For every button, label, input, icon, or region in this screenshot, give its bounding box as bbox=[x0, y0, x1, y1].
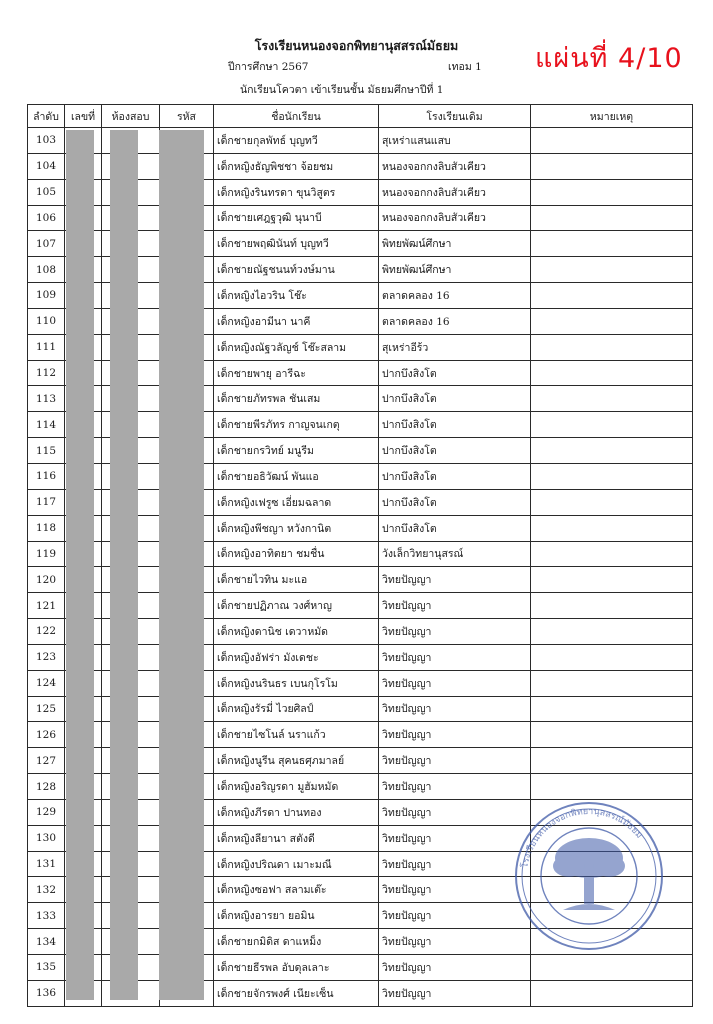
cell-order: 118 bbox=[28, 515, 65, 541]
cell-student-name: เด็กหญิงปริณดา เมาะมณี bbox=[214, 851, 379, 877]
cell-student-name: เด็กหญิงอามีนา นาคี bbox=[214, 308, 379, 334]
cell-remarks bbox=[531, 955, 693, 981]
col-header-exam-room: ห้องสอบ bbox=[102, 105, 160, 128]
cell-previous-school: วิทยปัญญา bbox=[379, 774, 531, 800]
cell-previous-school: ปากบึงสิงโต bbox=[379, 412, 531, 438]
col-header-remarks: หมายเหตุ bbox=[531, 105, 693, 128]
cell-order: 117 bbox=[28, 489, 65, 515]
cell-student-name: เด็กหญิงอารยา ยอมิน bbox=[214, 903, 379, 929]
cell-order: 123 bbox=[28, 644, 65, 670]
cell-student-name: เด็กหญิงนูรีน สุคนธศุภมาลย์ bbox=[214, 748, 379, 774]
cell-order: 121 bbox=[28, 593, 65, 619]
cell-order: 136 bbox=[28, 980, 65, 1006]
cell-remarks bbox=[531, 412, 693, 438]
cell-remarks bbox=[531, 128, 693, 154]
cell-order: 111 bbox=[28, 334, 65, 360]
cell-previous-school: วิทยปัญญา bbox=[379, 722, 531, 748]
cell-remarks bbox=[531, 179, 693, 205]
col-header-code: รหัส bbox=[160, 105, 214, 128]
table-header-row bbox=[28, 105, 693, 128]
cell-remarks bbox=[531, 205, 693, 231]
cell-previous-school: วิทยปัญญา bbox=[379, 593, 531, 619]
cell-remarks bbox=[531, 153, 693, 179]
cell-previous-school: หนองจอกกงลิบสัวเคียว bbox=[379, 153, 531, 179]
redaction-bar-exam-room bbox=[110, 130, 138, 1000]
cell-previous-school: ปากบึงสิงโต bbox=[379, 438, 531, 464]
term: เทอม 1 bbox=[448, 61, 482, 73]
cell-student-name: เด็กชายไวทิน มะแอ bbox=[214, 567, 379, 593]
cell-student-name: เด็กหญิงพีชญา หวังกานิต bbox=[214, 515, 379, 541]
cell-student-name: เด็กชายเศฎฐวุฒิ นุนาบี bbox=[214, 205, 379, 231]
cell-student-name: เด็กชายไซโนล์ นราแก้ว bbox=[214, 722, 379, 748]
cell-remarks bbox=[531, 748, 693, 774]
cell-remarks bbox=[531, 438, 693, 464]
cell-previous-school: ปากบึงสิงโต bbox=[379, 360, 531, 386]
list-subtitle: นักเรียนโควตา เข้าเรียนชั้น มัธยมศึกษาปีที่ 1 bbox=[240, 84, 444, 96]
cell-student-name: เด็กหญิงเฟรูซ เอี่ยมฉลาด bbox=[214, 489, 379, 515]
cell-remarks bbox=[531, 567, 693, 593]
cell-student-name: เด็กหญิงไอวริน โช๊ะ bbox=[214, 283, 379, 309]
cell-order: 108 bbox=[28, 257, 65, 283]
cell-previous-school: วิทยปัญญา bbox=[379, 748, 531, 774]
cell-order: 134 bbox=[28, 929, 65, 955]
cell-remarks bbox=[531, 463, 693, 489]
cell-order: 114 bbox=[28, 412, 65, 438]
cell-remarks bbox=[531, 774, 693, 800]
stamp-text: โรงเรียนหนองจอกพิทยานุสสรณ์มัธยม bbox=[520, 806, 644, 869]
col-header-student-name: ชื่อนักเรียน bbox=[214, 105, 379, 128]
redaction-bar-number bbox=[66, 130, 94, 1000]
cell-remarks bbox=[531, 360, 693, 386]
cell-order: 105 bbox=[28, 179, 65, 205]
cell-order: 127 bbox=[28, 748, 65, 774]
cell-previous-school: หนองจอกกงลิบสัวเคียว bbox=[379, 205, 531, 231]
cell-remarks bbox=[531, 334, 693, 360]
cell-previous-school: สุเหร่าแสนแสบ bbox=[379, 128, 531, 154]
cell-order: 116 bbox=[28, 463, 65, 489]
cell-previous-school: วิทยปัญญา bbox=[379, 619, 531, 645]
cell-remarks bbox=[531, 619, 693, 645]
cell-order: 129 bbox=[28, 799, 65, 825]
cell-previous-school: วิทยปัญญา bbox=[379, 929, 531, 955]
cell-student-name: เด็กหญิงธัญพิชชา จ้อยชม bbox=[214, 153, 379, 179]
cell-previous-school: สุเหร่าอีร้ว bbox=[379, 334, 531, 360]
cell-order: 131 bbox=[28, 851, 65, 877]
cell-student-name: เด็กหญิงดานิช เดวาหมัด bbox=[214, 619, 379, 645]
school-seal-stamp bbox=[513, 800, 665, 952]
cell-previous-school: ตลาดคลอง 16 bbox=[379, 308, 531, 334]
cell-order: 110 bbox=[28, 308, 65, 334]
cell-previous-school: วังเล็กวิทยานุสรณ์ bbox=[379, 541, 531, 567]
cell-remarks bbox=[531, 696, 693, 722]
cell-remarks bbox=[531, 283, 693, 309]
cell-student-name: เด็กหญิงอัฟร่า มังเดชะ bbox=[214, 644, 379, 670]
cell-previous-school: หนองจอกกงลิบสัวเคียว bbox=[379, 179, 531, 205]
cell-order: 133 bbox=[28, 903, 65, 929]
cell-order: 122 bbox=[28, 619, 65, 645]
col-header-order: ลำดับ bbox=[28, 105, 65, 128]
cell-previous-school: ปากบึงสิงโต bbox=[379, 386, 531, 412]
cell-student-name: เด็กชายธีรพล อับดุลเลาะ bbox=[214, 955, 379, 981]
cell-student-name: เด็กหญิงซอฟา สลามเต๊ะ bbox=[214, 877, 379, 903]
redaction-bar-code bbox=[159, 130, 204, 1000]
school-title: โรงเรียนหนองจอกพิทยานุสสรณ์มัธยม bbox=[254, 38, 459, 53]
cell-order: 126 bbox=[28, 722, 65, 748]
cell-previous-school: วิทยปัญญา bbox=[379, 877, 531, 903]
cell-order: 128 bbox=[28, 774, 65, 800]
academic-year: ปีการศึกษา 2567 bbox=[228, 61, 309, 73]
cell-order: 113 bbox=[28, 386, 65, 412]
cell-previous-school: วิทยปัญญา bbox=[379, 670, 531, 696]
cell-remarks bbox=[531, 980, 693, 1006]
cell-remarks bbox=[531, 386, 693, 412]
cell-student-name: เด็กหญิงรัรมี่ ไวยศิลป์ bbox=[214, 696, 379, 722]
cell-remarks bbox=[531, 489, 693, 515]
cell-student-name: เด็กชายพฤฒินันท์ บุญทวี bbox=[214, 231, 379, 257]
cell-order: 120 bbox=[28, 567, 65, 593]
cell-student-name: เด็กหญิงรินทรดา ขุนวิสูตร bbox=[214, 179, 379, 205]
cell-order: 107 bbox=[28, 231, 65, 257]
cell-previous-school: วิทยปัญญา bbox=[379, 955, 531, 981]
cell-previous-school: วิทยปัญญา bbox=[379, 851, 531, 877]
cell-order: 109 bbox=[28, 283, 65, 309]
cell-student-name: เด็กชายกุลพัทธ์ บุญทวี bbox=[214, 128, 379, 154]
cell-order: 115 bbox=[28, 438, 65, 464]
cell-previous-school: พิทยพัฒน์ศึกษา bbox=[379, 231, 531, 257]
cell-order: 106 bbox=[28, 205, 65, 231]
col-header-number: เลขที่ bbox=[65, 105, 102, 128]
cell-order: 130 bbox=[28, 825, 65, 851]
cell-previous-school: วิทยปัญญา bbox=[379, 825, 531, 851]
cell-order: 104 bbox=[28, 153, 65, 179]
cell-student-name: เด็กหญิงณัฐวลัญช์ โช๊ะสลาม bbox=[214, 334, 379, 360]
cell-remarks bbox=[531, 541, 693, 567]
cell-previous-school: พิทยพัฒน์ศึกษา bbox=[379, 257, 531, 283]
cell-order: 112 bbox=[28, 360, 65, 386]
cell-remarks bbox=[531, 231, 693, 257]
cell-student-name: เด็กหญิงภีรดา ปานทอง bbox=[214, 799, 379, 825]
cell-student-name: เด็กชายกมิดิส ดาแหม็ง bbox=[214, 929, 379, 955]
cell-student-name: เด็กหญิงนรินธร เบนกุโรโม bbox=[214, 670, 379, 696]
cell-student-name: เด็กชายพีรภัทร กาญจนเกตุ bbox=[214, 412, 379, 438]
cell-remarks bbox=[531, 670, 693, 696]
cell-remarks bbox=[531, 257, 693, 283]
cell-student-name: เด็กชายปฏิภาณ วงศ์หาญ bbox=[214, 593, 379, 619]
sheet-number: แผ่นที่ 4/10 bbox=[535, 43, 683, 74]
cell-order: 103 bbox=[28, 128, 65, 154]
col-header-previous-school: โรงเรียนเดิม bbox=[379, 105, 531, 128]
cell-previous-school: ปากบึงสิงโต bbox=[379, 515, 531, 541]
cell-remarks bbox=[531, 593, 693, 619]
cell-previous-school: วิทยปัญญา bbox=[379, 799, 531, 825]
cell-order: 124 bbox=[28, 670, 65, 696]
cell-order: 132 bbox=[28, 877, 65, 903]
cell-previous-school: วิทยปัญญา bbox=[379, 644, 531, 670]
cell-previous-school: ปากบึงสิงโต bbox=[379, 463, 531, 489]
cell-student-name: เด็กชายพายุ อารีฉะ bbox=[214, 360, 379, 386]
cell-order: 119 bbox=[28, 541, 65, 567]
cell-remarks bbox=[531, 722, 693, 748]
cell-student-name: เด็กหญิงลียานา สตังดี bbox=[214, 825, 379, 851]
cell-student-name: เด็กชายจักรพงศ์ เนียะเซ็น bbox=[214, 980, 379, 1006]
cell-previous-school: ปากบึงสิงโต bbox=[379, 489, 531, 515]
cell-remarks bbox=[531, 644, 693, 670]
cell-previous-school: วิทยปัญญา bbox=[379, 567, 531, 593]
cell-previous-school: ตลาดคลอง 16 bbox=[379, 283, 531, 309]
cell-previous-school: วิทยปัญญา bbox=[379, 980, 531, 1006]
cell-previous-school: วิทยปัญญา bbox=[379, 696, 531, 722]
cell-student-name: เด็กชายอธิวัฒน์ พันแอ bbox=[214, 463, 379, 489]
cell-student-name: เด็กหญิงอาทิตยา ชมชื่น bbox=[214, 541, 379, 567]
cell-remarks bbox=[531, 515, 693, 541]
cell-student-name: เด็กชายณัฐชนนท์วงษ์มาน bbox=[214, 257, 379, 283]
cell-remarks bbox=[531, 308, 693, 334]
cell-student-name: เด็กชายภัทรพล ชันเสม bbox=[214, 386, 379, 412]
cell-previous-school: วิทยปัญญา bbox=[379, 903, 531, 929]
cell-order: 125 bbox=[28, 696, 65, 722]
cell-student-name: เด็กชายกรวิทย์ มนูรีม bbox=[214, 438, 379, 464]
cell-student-name: เด็กหญิงอริญรดา มูฮัมหมัด bbox=[214, 774, 379, 800]
cell-order: 135 bbox=[28, 955, 65, 981]
